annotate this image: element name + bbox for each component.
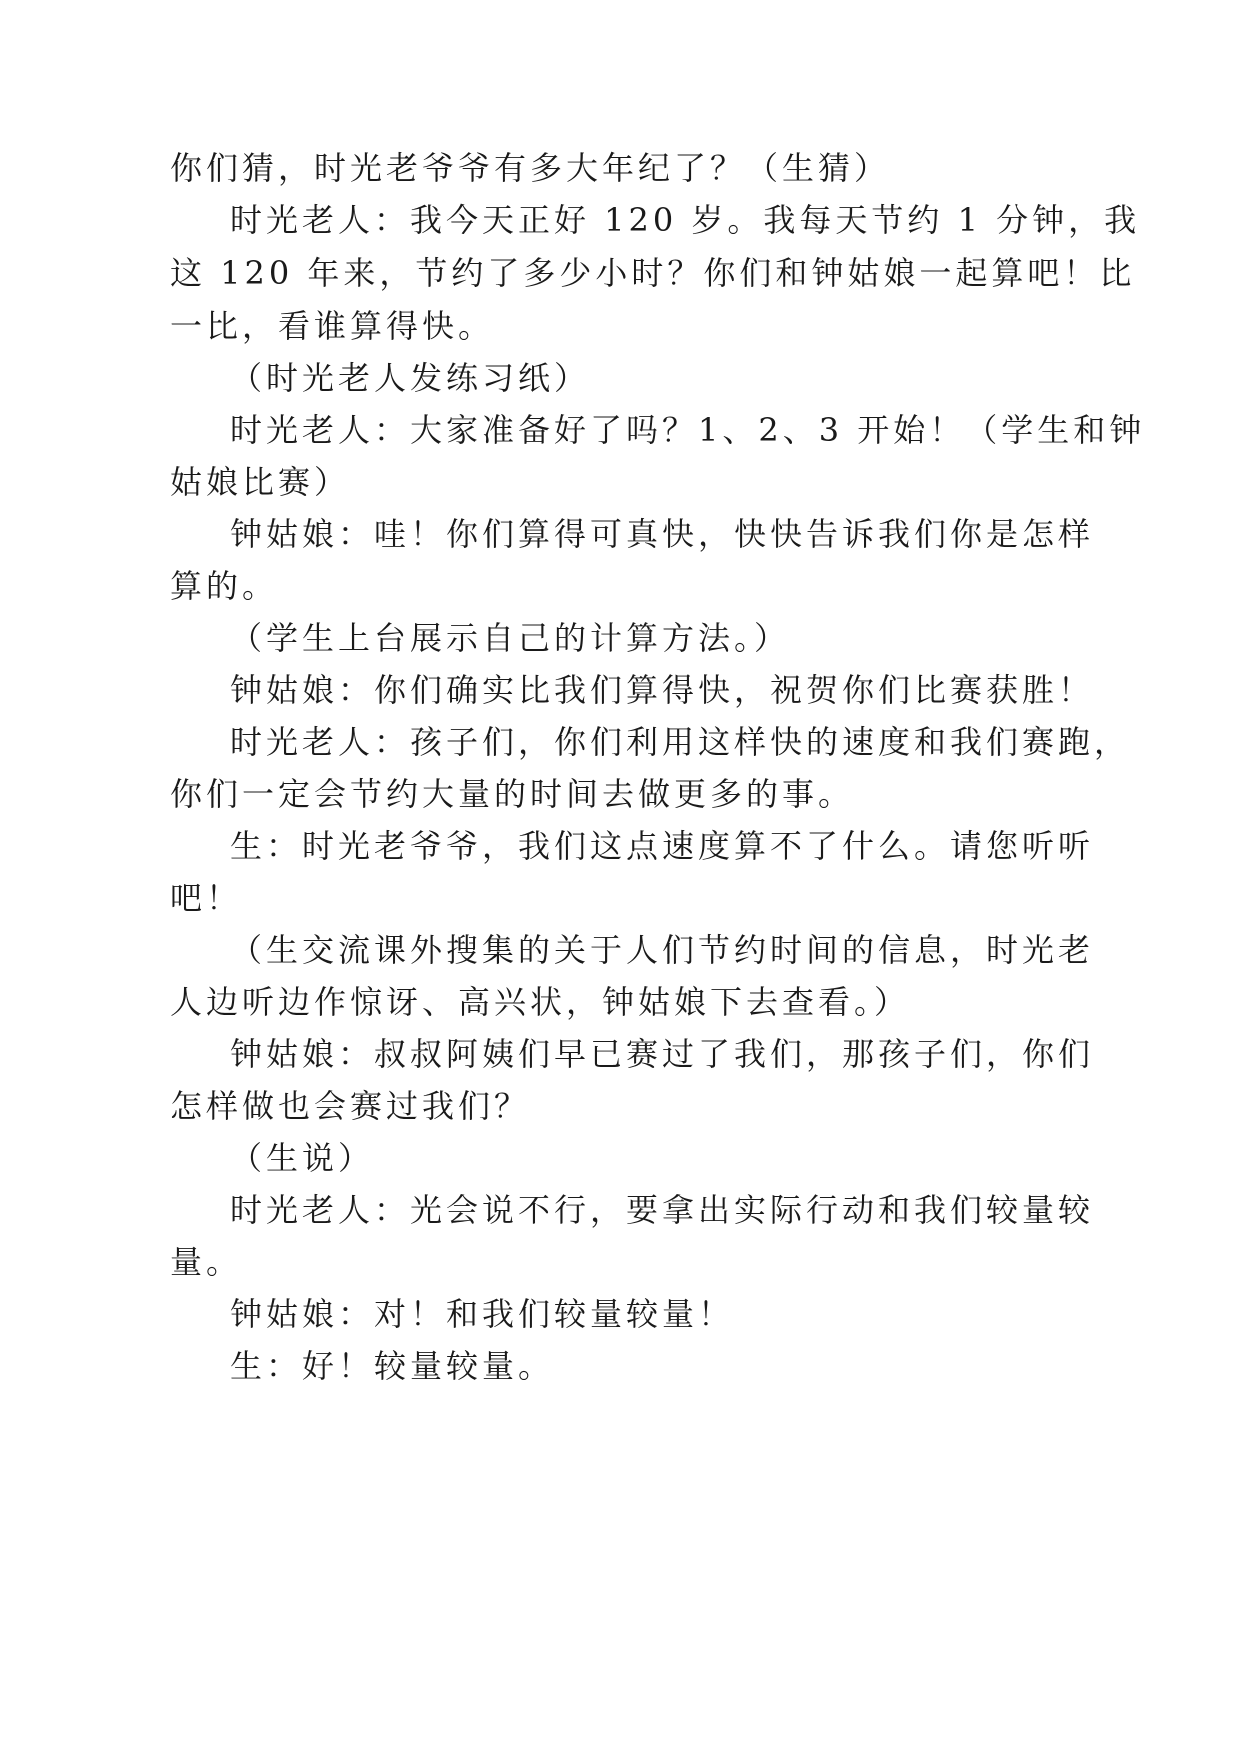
text-line: 时光老人：孩子们，你们利用这样快的速度和我们赛跑，	[230, 723, 1131, 761]
text-line: 一比，看谁算得快。	[170, 307, 495, 345]
text-line: （生说）	[230, 1139, 375, 1177]
text-line: 钟姑娘：叔叔阿姨们早已赛过了我们，那孩子们，你们	[230, 1035, 1095, 1073]
text-line: 时光老人：大家准备好了吗？1、2、3 开始！（学生和钟	[230, 411, 1146, 449]
text-line: 时光老人：光会说不行，要拿出实际行动和我们较量较	[230, 1191, 1095, 1229]
text-line: 时光老人：我今天正好 120 岁。我每天节约 1 分钟，我	[230, 201, 1141, 239]
text-line: 人边听边作惊讶、高兴状，钟姑娘下去查看。）	[170, 983, 911, 1021]
text-line: 生：好！较量较量。	[230, 1347, 555, 1385]
text-line: 算的。	[170, 567, 279, 605]
text-line: 吧！	[170, 879, 243, 917]
text-line: 钟姑娘：哇！你们算得可真快，快快告诉我们你是怎样	[230, 515, 1095, 553]
text-line: 钟姑娘：对！和我们较量较量！	[230, 1295, 735, 1333]
text-line: 量。	[170, 1243, 243, 1281]
text-line: 你们猜，时光老爷爷有多大年纪了？（生猜）	[170, 149, 891, 187]
text-line: （生交流课外搜集的关于人们节约时间的信息，时光老	[230, 931, 1095, 969]
text-line: 钟姑娘：你们确实比我们算得快，祝贺你们比赛获胜！	[230, 671, 1095, 709]
text-line: 怎样做也会赛过我们？	[170, 1087, 531, 1125]
text-line: （时光老人发练习纸）	[230, 359, 591, 397]
text-line: 生：时光老爷爷，我们这点速度算不了什么。请您听听	[230, 827, 1095, 865]
text-line: 姑娘比赛）	[170, 463, 351, 501]
text-line: 这 120 年来，节约了多少小时？你们和钟姑娘一起算吧！比	[170, 254, 1136, 292]
text-line: 你们一定会节约大量的时间去做更多的事。	[170, 775, 855, 813]
text-line: （学生上台展示自己的计算方法。）	[230, 619, 791, 657]
